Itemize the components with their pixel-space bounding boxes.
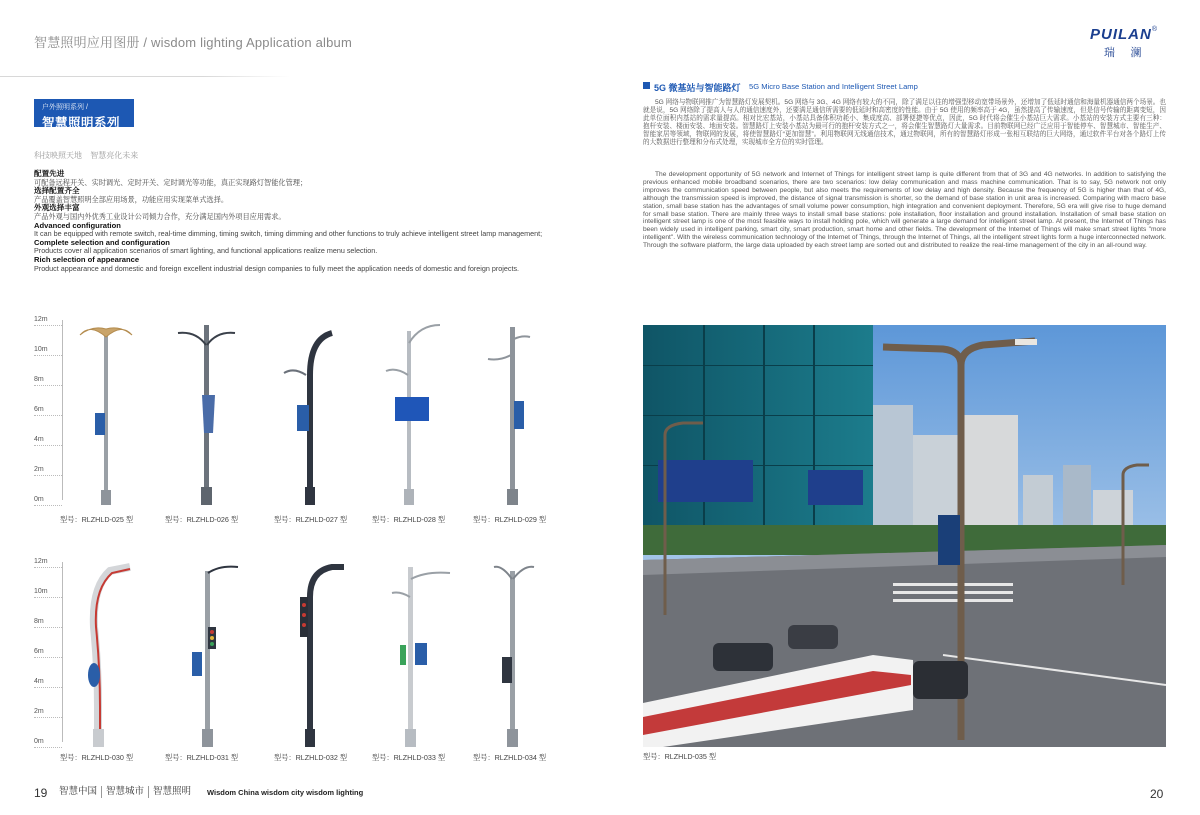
pole-illustrations-row2 [70,557,570,752]
feature-heading: Rich selection of appearance [34,254,140,264]
model-label: 型号：RLZHLD-030 型 [60,753,134,762]
series-badge [34,99,134,130]
feature-text: Products cover all application scenarios of smart lighting, and functional applications realize menu selection. [34,246,378,256]
model-label: 型号：RLZHLD-034 型 [473,753,547,762]
section-body-cn: 5G 网络与物联网推广为智慧路灯发展契机。5G 网络与 3G、4G 网络有较大的不同，除了满足以往的增强型移动宽带场景外，还增加了低延时通信和海量机器通信两个场景。也就是说，5G 网络除了提高人与人的通信速度外，还要满足通信所需要的低延时和高密度的性能。由于 5G 使用的频率高于 4G，虽然提高了传输速度，但是信号传输的距离变短，因此单位面积内基站的需求量提高。相对比宏基站，小基站具备体积功耗小、集成度高、部署便捷等优点，因此，5G 时代将会催生小基站巨大需求。小基站的安装方式主要有三种：抱杆安装、楼面安装、地面安装。智慧路灯上安装小基站为最可行的抱杆安装方式之一，将会催生智慧路灯大量需求。目前物联网已经广泛应用于智能停车、智慧城市、智能生产、智能家居等领域，物联网的发展，将使智慧路灯“更加智慧”。利用物联网无线通信技术，通过物联网，所有的智慧路灯形成一张相互联结的巨大网络，通过软件平台对各个路灯上传的大数据进行整理和分布式处理，实现城市全方位的实时管理。 [643,99,1166,146]
scale-tick [34,355,62,356]
scale-label: 0m [34,738,44,745]
scale-tick [34,717,62,718]
scale-label: 10m [34,588,48,595]
section-marker [643,82,650,89]
model-label: 型号：RLZHLD-031 型 [165,753,239,762]
scale-tick [34,747,62,748]
scale-label: 6m [34,406,44,413]
model-label: 型号：RLZHLD-032 型 [274,753,348,762]
feature-heading: Advanced configuration [34,220,121,230]
scale-label: 4m [34,678,44,685]
feature-text: 产品外观与国内外优秀工业设计公司倾力合作，充分满足国内外项目应用需求。 [34,211,286,221]
logo-wordmark: PUILAN [1090,26,1152,43]
section-body-en: The development opportunity of 5G network and Internet of Things for intelligent street lamp is quite different from that of 3G and 4G networks. In addition to satisfying the previous enhanced mobile broadband scenarios, there are two scenarios: low delay communication and mass machine communication. That is to say, 5G network not only improves the communication speed between people, but also meets the requirements of low delay and high density. Because the frequency of 5G is higher than that of 4G, although the transmission speed is improved, the distance of signal transmission is shorter, so the demand of base station in unit area is increased. Comparing with macro base station, small base station has the advantages of small volume power consumption, high integration and convenient deployment. Therefore, 5G era will give rise to huge demand for small base station. There are mainly three ways to install small base stations: pole installation, floor installation and ground installation. Installation of small base station on intelligent street lamp is one of the most feasible ways to install holding pole, which will generate a large demand for intelligent street lamp. At present, the Internet of Things has been widely used in intelligent parking, smart city, smart production, smart home and other fields. The development of the Internet of Things will make smart street lights "more intelligent". With the wireless communication technology of the Internet of Things, through the Internet of Things, all the intelligent street lights form a huge interconnected network. Through the software platform, the large data uploaded by each street lamp are sorted out and distributed to realize the real-time management of the city in an all-round way. [643,171,1166,250]
feature-heading: 配置先进 [34,169,65,178]
album-title: 智慧照明应用图册 / wisdom lighting Application album [34,35,353,50]
pole-rlzhld-025 [80,328,132,505]
model-label: 型号：RLZHLD-028 型 [372,515,446,524]
pole-rlzhld-031 [192,567,238,747]
scale-label: 12m [34,316,48,323]
pole-rlzhld-029 [488,327,530,505]
footer-category: 智慧照明 [148,786,195,798]
feature-heading: 选择配置齐全 [34,186,80,196]
model-label: 型号：RLZHLD-026 型 [165,515,239,524]
pole-rlzhld-026 [178,325,235,505]
scale-tick [34,505,62,506]
pole-rlzhld-027 [284,333,332,505]
logo-chinese: 瑞 澜 [1104,46,1148,59]
scale-axis [62,320,63,500]
scale-axis [62,562,63,742]
footer-category: 智慧城市 [101,786,148,798]
feature-heading: Complete selection and configuration [34,237,170,247]
section-title-en: 5G Micro Base Station and Intelligent Street Lamp [749,82,918,91]
page-number-right: 20 [1150,787,1164,801]
feature-text: Product appearance and domestic and foreign excellent industrial design companies to fully meet the application needs of domestic and foreign projects. [34,263,520,273]
model-label: 型号：RLZHLD-027 型 [274,515,348,524]
scale-tick [34,415,62,416]
model-label: 型号：RLZHLD-029 型 [473,515,547,524]
photo-caption: 型号：RLZHLD-035 型 [643,752,717,761]
scale-tick [34,597,62,598]
pole-rlzhld-028 [386,325,440,505]
street-scene-photo [643,325,1166,747]
footer-categories [55,786,195,798]
header-divider [0,76,290,77]
scale-label: 10m [34,346,48,353]
scale-label: 6m [34,648,44,655]
feature-text: 产品覆盖智慧照明全部应用场景，功能应用实现菜单式选择。 [34,194,229,204]
scale-label: 12m [34,558,48,565]
scale-tick [34,567,62,568]
brand-logo [1090,26,1180,58]
scale-label: 2m [34,466,44,473]
model-label: 型号：RLZHLD-025 型 [60,515,134,524]
pole-rlzhld-030 [88,567,130,747]
feature-text: 可配备远程开关、实时调光、定时开关、定时调光等功能，真正实现路灯智能化管理； [34,177,308,187]
model-label: 型号：RLZHLD-033 型 [372,753,446,762]
pole-illustrations-row1 [70,315,570,510]
scale-label: 8m [34,376,44,383]
scale-tick [34,627,62,628]
scale-tick [34,687,62,688]
badge-subtitle: 户外照明系列 / [42,104,88,111]
footer-category: 智慧中国 [59,786,98,797]
page-number-left: 19 [34,786,48,800]
street-scene-illustration [643,325,1166,747]
footer-english: Wisdom China wisdom city wisdom lighting [207,788,364,797]
height-scale-row2 [34,558,60,748]
scale-tick [34,385,62,386]
pole-rlzhld-034 [494,567,534,747]
feature-heading: 外观选择丰富 [34,203,80,213]
scale-label: 0m [34,496,44,503]
badge-title: 智慧照明系列 [42,116,121,130]
scale-label: 2m [34,708,44,715]
scale-tick [34,657,62,658]
scale-tick [34,445,62,446]
feature-text: It can be equipped with remote switch, real-time dimming, timing switch, timing dimming and other functions to truly achieve intelligent street lamp management; [34,229,543,239]
feature-list [34,170,574,273]
slogan: 科技映照天地 智慧亮化未来 [34,151,139,160]
registered-mark: ® [1151,26,1158,33]
height-scale-row1 [34,316,60,506]
scale-label: 4m [34,436,44,443]
scale-label: 8m [34,618,44,625]
scale-tick [34,325,62,326]
scale-tick [34,475,62,476]
pole-rlzhld-032 [300,567,344,747]
pole-rlzhld-033 [392,567,450,747]
section-title-cn: 5G 微基站与智能路灯 [654,83,741,93]
